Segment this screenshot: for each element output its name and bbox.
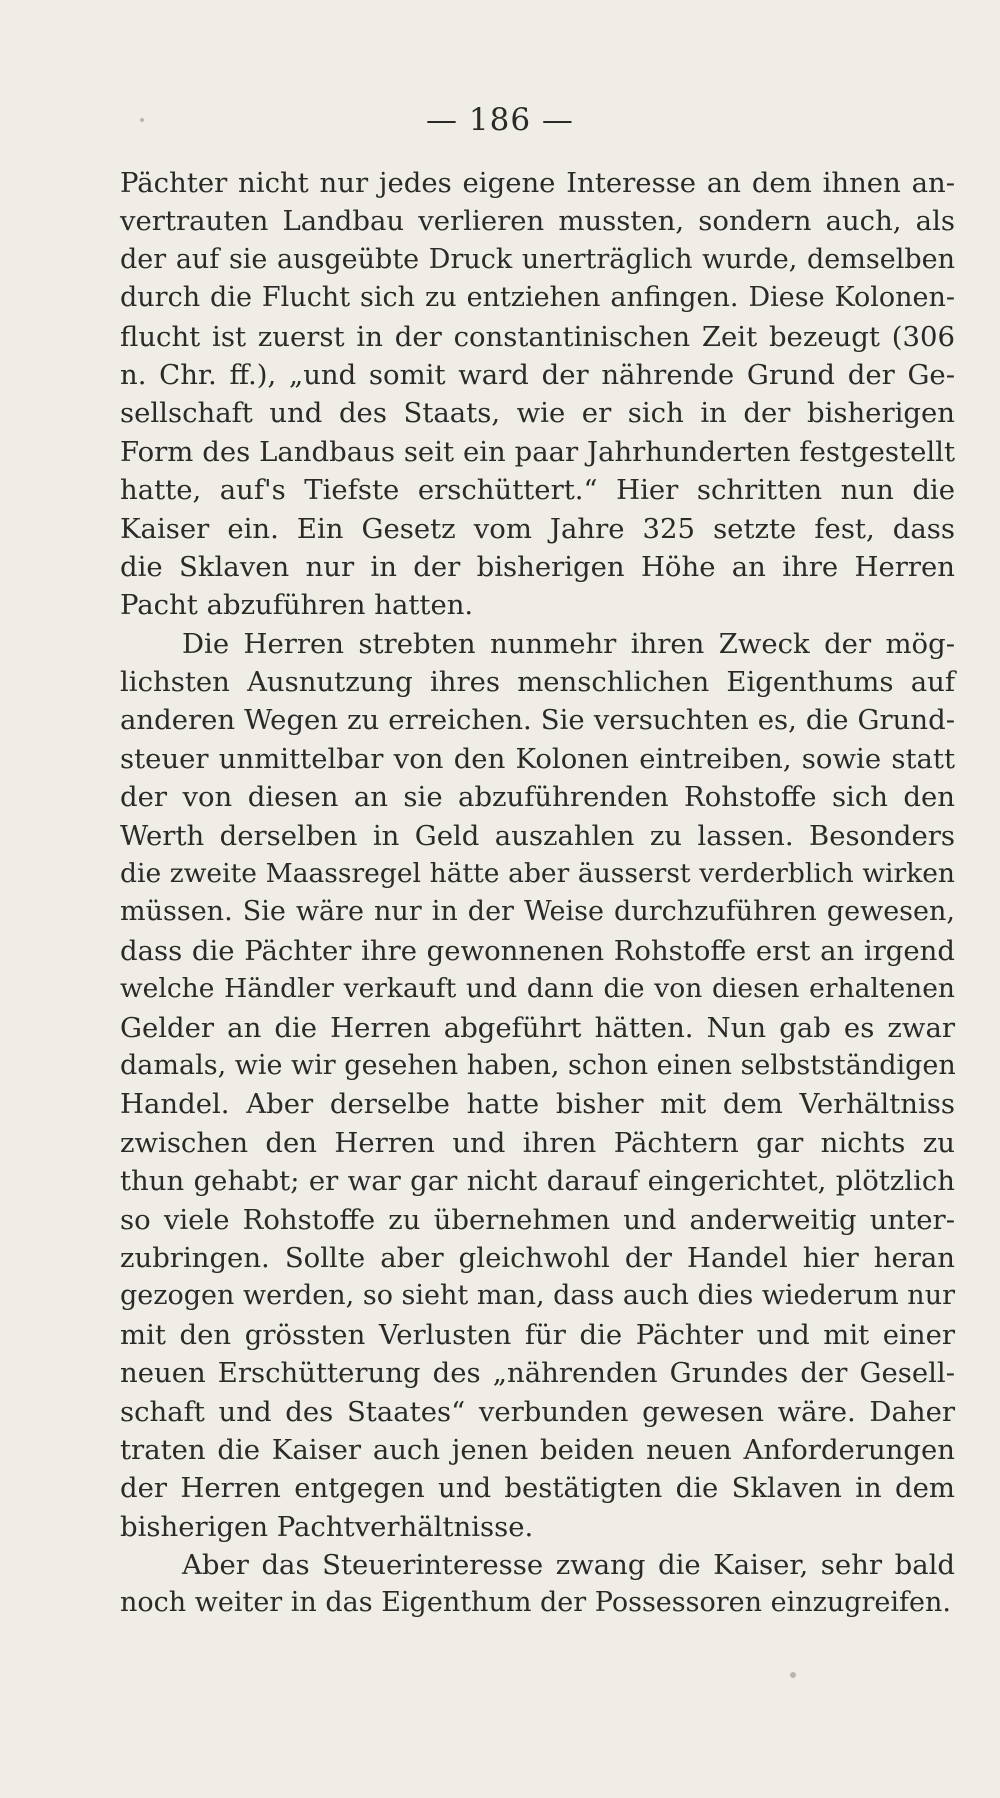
text-line: müssen. Sie wäre nur in der Weise durchzuführen gewesen, — [120, 896, 955, 928]
text-line: Aber das Steuerinteresse zwang die Kaiser, sehr bald — [182, 1549, 955, 1582]
text-line: die zweite Maassregel hätte aber äusserst verderblich wirken — [120, 858, 955, 890]
paper-speck — [140, 118, 144, 122]
text-line: die Sklaven nur in der bisherigen Höhe an ihre Herren — [120, 550, 955, 583]
text-line: mit den grössten Verlusten für die Pächter und mit einer — [120, 1318, 955, 1351]
text-line: thun gehabt; er war gar nicht darauf eingerichtet, plötzlich — [120, 1165, 955, 1198]
paragraph-3 — [120, 1546, 955, 1623]
text-line: traten die Kaiser auch jenen beiden neuen Anforderungen — [120, 1433, 955, 1466]
text-line: welche Händler verkauft und dann die von diesen erhaltenen — [120, 973, 955, 1005]
text-line: vertrauten Landbau verlieren mussten, sondern auch, als — [120, 205, 955, 238]
text-line: steuer unmittelbar von den Kolonen eintreiben, sowie statt — [120, 742, 955, 775]
text-line: Pächter nicht nur jedes eigene Interesse an dem ihnen an- — [120, 167, 955, 199]
text-line: der auf sie ausgeübte Druck unerträglich wurde, demselben — [120, 243, 955, 275]
text-line: Werth derselben in Geld auszahlen zu lassen. Besonders — [120, 819, 955, 852]
text-line: flucht ist zuerst in der constantinischen Zeit bezeugt (306 — [120, 320, 955, 353]
text-line: noch weiter in das Eigenthum der Possessoren einzugreifen. — [120, 1587, 951, 1619]
text-line: gezogen werden, so sieht man, dass auch dies wiederum nur — [120, 1280, 955, 1312]
text-line: zubringen. Sollte aber gleichwohl der Handel hier heran — [120, 1241, 955, 1274]
text-line: n. Chr. ff.), „und somit ward der nährende Grund der Ge- — [120, 358, 955, 391]
text-line: Kaiser ein. Ein Gesetz vom Jahre 325 setzte fest, dass — [120, 512, 955, 545]
text-line: durch die Flucht sich zu entziehen anfingen. Diese Kolonen- — [120, 282, 955, 314]
page-number: — 186 — — [426, 102, 574, 138]
text-line: Handel. Aber derselbe hatte bisher mit dem Verhältniss — [120, 1088, 955, 1121]
text-line: Pacht abzuführen hatten. — [120, 589, 474, 622]
text-line: anderen Wegen zu erreichen. Sie versuchten es, die Grund- — [120, 704, 955, 737]
text-line: lichsten Ausnutzung ihres menschlichen Eigenthums auf — [120, 666, 955, 699]
text-line: der Herren entgegen und bestätigten die Sklaven in dem — [120, 1472, 955, 1505]
paragraph-2 — [120, 625, 955, 1546]
text-line: Die Herren strebten nunmehr ihren Zweck der mög- — [182, 627, 955, 660]
text-line: damals, wie wir gesehen haben, schon einen selbstständigen — [120, 1049, 956, 1081]
body-text — [120, 164, 955, 1623]
paper-speck — [790, 1672, 796, 1678]
text-line: Gelder an die Herren abgeführt hätten. Nun gab es zwar — [120, 1011, 955, 1044]
text-line: neuen Erschütterung des „nährenden Grundes der Gesell- — [120, 1357, 955, 1390]
text-line: hatte, auf's Tiefste erschüttert.“ Hier schritten nun die — [120, 474, 955, 507]
text-line: sellschaft und des Staats, wie er sich in der bisherigen — [120, 397, 955, 430]
text-line: so viele Rohstoffe zu übernehmen und anderweitig unter- — [120, 1203, 955, 1236]
text-line: bisherigen Pachtverhältnisse. — [120, 1510, 534, 1543]
text-line: der von diesen an sie abzuführenden Rohstoffe sich den — [120, 781, 955, 814]
text-line: zwischen den Herren und ihren Pächtern gar nichts zu — [120, 1126, 955, 1159]
text-line: Form des Landbaus seit ein paar Jahrhunderten festgestellt — [120, 435, 955, 468]
paragraph-1 — [120, 164, 955, 625]
text-line: dass die Pächter ihre gewonnenen Rohstoffe erst an irgend — [120, 934, 955, 967]
text-line: schaft und des Staates“ verbunden gewesen wäre. Daher — [120, 1395, 955, 1428]
